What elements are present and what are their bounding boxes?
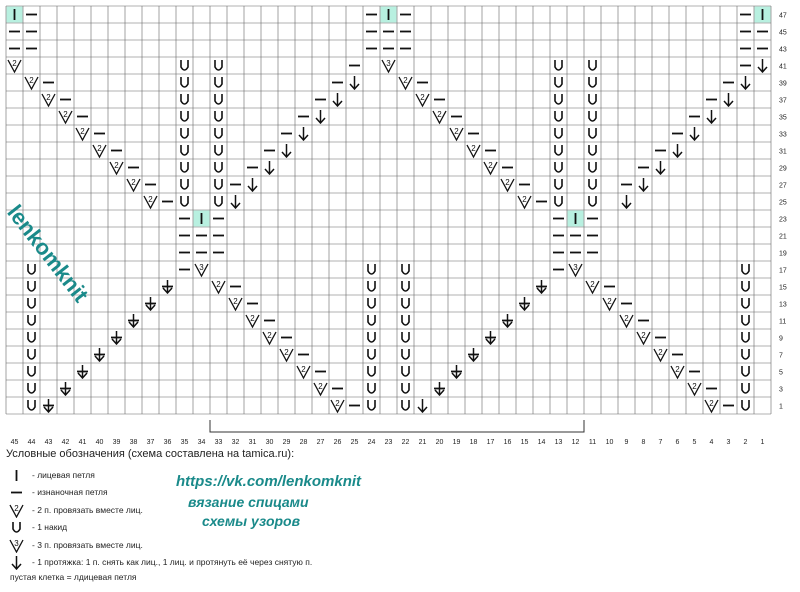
stitch-knit-cell [568, 211, 584, 227]
stitch-k2tog-cell [8, 59, 21, 72]
stitch-ssk-cell [639, 178, 648, 191]
stitch-k2tog-cell [399, 76, 412, 89]
stitch-yo-cell [28, 315, 35, 325]
col-label: 9 [624, 439, 629, 445]
stitch-yo-cell [589, 94, 596, 104]
svg-text:2: 2 [641, 331, 646, 340]
stitch-yo-cell [742, 315, 749, 325]
stitch-yo-cell [28, 383, 35, 393]
brand-tagline-2: схемы узоров [202, 513, 301, 529]
stitch-k2tog-cell [433, 110, 446, 123]
svg-text:2: 2 [97, 144, 102, 153]
stitch-yo-cell [215, 111, 222, 121]
brand-link[interactable]: https://vk.com/lenkomknit [176, 473, 362, 490]
col-label: 5 [692, 439, 697, 445]
row-label: 23 [779, 216, 787, 224]
row-label: 21 [779, 233, 787, 241]
stitch-yo-cell [215, 179, 222, 189]
stitch-k2tog-cell [518, 195, 531, 208]
svg-text:2: 2 [46, 93, 51, 102]
stitch-k2tog-cell [671, 365, 684, 378]
stitch-yo-cell [402, 366, 409, 376]
col-label: 15 [520, 439, 529, 445]
col-label: 37 [146, 439, 155, 445]
legend-item [6, 536, 143, 553]
svg-text:2: 2 [658, 348, 663, 357]
stitch-k2tog-cell [25, 76, 38, 89]
row-label: 9 [779, 335, 783, 343]
stitch-k2tog-cell [110, 161, 123, 174]
col-label: 12 [571, 439, 580, 445]
stitch-k2tog-cell [93, 144, 106, 157]
svg-text:2: 2 [709, 399, 714, 408]
col-label: 27 [316, 439, 325, 445]
stitch-yo-cell [742, 281, 749, 291]
stitch-k2tog-cell [484, 161, 497, 174]
col-label: 24 [367, 439, 376, 445]
legend-item [6, 484, 108, 501]
col-label: 39 [112, 439, 121, 445]
row-label: 39 [779, 80, 787, 88]
knit-icon [6, 467, 28, 483]
stitch-k2tog-cell [586, 280, 599, 293]
legend-empty-note: пустая клетка = лдицевая петля [10, 572, 137, 582]
row-label: 41 [779, 63, 787, 71]
stitch-yo-cell [589, 111, 596, 121]
row-label: 47 [779, 12, 787, 20]
stitch-yo-cell [589, 196, 596, 206]
row-label: 19 [779, 250, 787, 258]
stitch-ssk-cell [673, 144, 682, 157]
col-label: 33 [214, 439, 223, 445]
stitch-yo-cell [589, 77, 596, 87]
col-label: 2 [743, 439, 748, 445]
legend-item [6, 519, 67, 536]
stitch-yo-cell [181, 111, 188, 121]
svg-text:3: 3 [386, 59, 391, 68]
svg-text:2: 2 [63, 110, 68, 119]
col-label: 29 [282, 439, 291, 445]
svg-text:2: 2 [14, 503, 19, 513]
stitch-ssk-cell [282, 144, 291, 157]
col-label: 38 [129, 439, 138, 445]
col-label: 42 [61, 439, 70, 445]
col-label: 44 [27, 439, 36, 445]
col-label: 7 [658, 439, 663, 445]
svg-text:2: 2 [692, 382, 697, 391]
col-label: 4 [709, 439, 714, 445]
brand-tagline-1: вязание спицами [188, 494, 309, 510]
row-label: 25 [779, 199, 787, 207]
stitch-yo-cell [181, 60, 188, 70]
stitch-knit-cell [194, 211, 210, 227]
stitch-yo-cell [368, 264, 375, 274]
stitch-yo-cell [215, 145, 222, 155]
stitch-yo-cell [402, 315, 409, 325]
legend-item [6, 554, 312, 571]
stitch-k2tog-cell [416, 93, 429, 106]
svg-text:2: 2 [403, 76, 408, 85]
stitch-yo-cell [742, 349, 749, 359]
stitch-yo-cell [215, 77, 222, 87]
stitch-yo-cell [368, 298, 375, 308]
stitch-yo-cell [589, 162, 596, 172]
stitch-yo-cell [742, 400, 749, 410]
stitch-yo-cell [181, 196, 188, 206]
stitch-k2tog-cell [263, 331, 276, 344]
stitch-k2tog-cell [144, 195, 157, 208]
stitch-yo-cell [555, 162, 562, 172]
svg-text:3: 3 [199, 263, 204, 272]
stitch-k2tog-cell [246, 314, 259, 327]
stitch-k2tog-cell [76, 127, 89, 140]
stitch-yo-cell [181, 162, 188, 172]
watermark-text: lenkomknit [2, 200, 94, 307]
stitch-ssk-cell [418, 399, 427, 412]
stitch-knit-cell [381, 7, 397, 23]
stitch-k2tog-cell [705, 399, 718, 412]
svg-text:2: 2 [301, 365, 306, 374]
svg-text:3: 3 [573, 263, 578, 272]
svg-text:2: 2 [250, 314, 255, 323]
stitch-k2tog-cell [297, 365, 310, 378]
stitch-k2tog-cell [212, 280, 225, 293]
legend-text: - 1 протяжка: 1 п. снять как лиц., 1 лиц. и протянуть её через снятую п. [32, 557, 313, 567]
svg-text:2: 2 [454, 127, 459, 136]
svg-text:2: 2 [216, 280, 221, 289]
stitch-yo-cell [555, 111, 562, 121]
legend-text: - 1 накид [32, 522, 68, 532]
stitch-k2tog-cell [280, 348, 293, 361]
svg-text:2: 2 [233, 297, 238, 306]
stitch-ssk-cell [333, 93, 342, 106]
stitch-k2tog-cell [42, 93, 55, 106]
svg-text:2: 2 [505, 178, 510, 187]
stitch-yo-cell [28, 298, 35, 308]
svg-text:2: 2 [284, 348, 289, 357]
stitch-ssk-cell [316, 110, 325, 123]
col-label: 31 [248, 439, 257, 445]
stitch-ssk-cell [350, 76, 359, 89]
stitch-k2tog-cell [314, 382, 327, 395]
stitch-yo-cell [555, 128, 562, 138]
stitch-k2tog-cell [501, 178, 514, 191]
col-label: 13 [554, 439, 563, 445]
svg-text:2: 2 [607, 297, 612, 306]
row-label: 13 [779, 301, 787, 309]
stitch-k2tog-cell [637, 331, 650, 344]
repeat-bracket [210, 420, 584, 432]
stitch-yo-cell [215, 60, 222, 70]
col-label: 32 [231, 439, 240, 445]
legend-text: - изнаночная петля [32, 487, 108, 497]
stitch-yo-cell [742, 264, 749, 274]
legend-title: Условные обозначения (схема составлена на tamica.ru): [6, 448, 295, 460]
stitch-ssk-cell [231, 195, 240, 208]
col-label: 45 [10, 439, 19, 445]
k2tog-icon [6, 502, 28, 518]
svg-text:2: 2 [80, 127, 85, 136]
stitch-yo-cell [368, 315, 375, 325]
svg-text:2: 2 [318, 382, 323, 391]
col-label: 36 [163, 439, 172, 445]
stitch-ssk-cell [299, 127, 308, 140]
svg-text:2: 2 [114, 161, 119, 170]
stitch-k2tog-cell [229, 297, 242, 310]
stitch-k2tog-cell [620, 314, 633, 327]
stitch-yo-cell [368, 332, 375, 342]
stitch-ssk-cell [707, 110, 716, 123]
stitch-yo-cell [368, 400, 375, 410]
stitch-yo-cell [215, 162, 222, 172]
svg-text:2: 2 [148, 195, 153, 204]
stitch-yo-cell [28, 264, 35, 274]
stitch-yo-cell [368, 281, 375, 291]
row-label: 1 [779, 403, 783, 411]
col-label: 23 [384, 439, 393, 445]
row-label: 27 [779, 182, 787, 190]
row-label: 11 [779, 318, 787, 326]
col-label: 1 [760, 439, 765, 445]
col-label: 25 [350, 439, 359, 445]
legend-item [6, 466, 95, 483]
col-label: 26 [333, 439, 342, 445]
row-label: 29 [779, 165, 787, 173]
stitch-yo-cell [555, 60, 562, 70]
stitch-knit-cell [755, 7, 771, 23]
svg-text:2: 2 [624, 314, 629, 323]
stitch-yo-cell [402, 400, 409, 410]
stitch-yo-cell [368, 349, 375, 359]
stitch-k3tog-cell [195, 263, 208, 276]
stitch-yo-cell [215, 196, 222, 206]
col-label: 3 [726, 439, 731, 445]
col-label: 17 [486, 439, 495, 445]
col-label: 18 [469, 439, 478, 445]
col-label: 14 [537, 439, 546, 445]
stitch-yo-cell [589, 179, 596, 189]
stitch-yo-cell [28, 281, 35, 291]
svg-text:2: 2 [675, 365, 680, 374]
stitch-k2tog-cell [603, 297, 616, 310]
stitch-ssk-cell [690, 127, 699, 140]
svg-text:2: 2 [335, 399, 340, 408]
stitch-yo-cell [28, 366, 35, 376]
stitch-yo-cell [181, 145, 188, 155]
stitch-yo-cell [368, 366, 375, 376]
purl-icon [6, 484, 28, 500]
col-label: 22 [401, 439, 410, 445]
stitch-yo-cell [402, 332, 409, 342]
stitch-k3tog-cell [569, 263, 582, 276]
stitch-yo-cell [742, 383, 749, 393]
col-label: 6 [675, 439, 680, 445]
stitch-yo-cell [181, 128, 188, 138]
stitch-knit-cell [7, 7, 23, 23]
stitch-yo-cell [742, 298, 749, 308]
stitch-yo-cell [555, 179, 562, 189]
legend-text: - 3 п. провязать вместе лиц. [32, 539, 143, 550]
chart-symbols [7, 7, 771, 413]
stitch-yo-cell [181, 94, 188, 104]
col-label: 20 [435, 439, 444, 445]
row-label: 5 [779, 369, 783, 377]
stitch-yo-cell [181, 179, 188, 189]
legend-text: - лицевая петля [32, 469, 95, 480]
stitch-yo-cell [555, 196, 562, 206]
row-label: 45 [779, 29, 787, 37]
stitch-ssk-cell [248, 178, 257, 191]
svg-text:2: 2 [488, 161, 493, 170]
col-label: 43 [44, 439, 53, 445]
k3tog-icon [6, 537, 28, 553]
col-label: 30 [265, 439, 274, 445]
svg-text:2: 2 [420, 93, 425, 102]
row-label: 15 [779, 284, 787, 292]
stitch-ssk-cell [758, 59, 767, 72]
stitch-k2tog-cell [450, 127, 463, 140]
stitch-k2tog-cell [654, 348, 667, 361]
svg-text:2: 2 [267, 331, 272, 340]
stitch-k2tog-cell [331, 399, 344, 412]
stitch-yo-cell [28, 349, 35, 359]
row-label: 17 [779, 267, 787, 275]
stitch-yo-cell [28, 400, 35, 410]
stitch-yo-cell [402, 298, 409, 308]
col-label: 21 [418, 439, 427, 445]
stitch-ssk-cell [265, 161, 274, 174]
stitch-ssk-cell [656, 161, 665, 174]
svg-text:3: 3 [14, 538, 19, 548]
stitch-ssk-cell [622, 195, 631, 208]
legend-text: - 2 п. провязать вместе лиц. [32, 504, 143, 515]
row-label: 43 [779, 46, 787, 54]
stitch-yo-cell [368, 383, 375, 393]
stitch-yo-cell [742, 332, 749, 342]
col-label: 35 [180, 439, 189, 445]
row-label: 3 [779, 386, 783, 394]
stitch-yo-cell [555, 77, 562, 87]
row-label: 7 [779, 352, 783, 360]
stitch-yo-cell [589, 145, 596, 155]
stitch-yo-cell [555, 94, 562, 104]
stitch-yo-cell [742, 366, 749, 376]
stitch-yo-cell [402, 281, 409, 291]
row-label: 37 [779, 97, 787, 105]
stitch-yo-cell [589, 60, 596, 70]
stitch-yo-cell [402, 349, 409, 359]
stitch-yo-cell [402, 383, 409, 393]
stitch-ssk-cell [741, 76, 750, 89]
svg-text:2: 2 [522, 195, 527, 204]
svg-text:2: 2 [437, 110, 442, 119]
col-label: 41 [78, 439, 87, 445]
stitch-k2tog-cell [127, 178, 140, 191]
col-label: 19 [452, 439, 461, 445]
row-label: 33 [779, 131, 787, 139]
svg-text:2: 2 [29, 76, 34, 85]
stitch-k2tog-cell [467, 144, 480, 157]
row-label: 35 [779, 114, 787, 122]
stitch-yo-cell [181, 77, 188, 87]
col-label: 10 [605, 439, 614, 445]
stitch-k2tog-cell [688, 382, 701, 395]
svg-text:2: 2 [471, 144, 476, 153]
stitch-yo-cell [28, 332, 35, 342]
stitch-k2tog-cell [59, 110, 72, 123]
stitch-yo-cell [589, 128, 596, 138]
stitch-yo-cell [215, 94, 222, 104]
col-label: 40 [95, 439, 104, 445]
stitch-yo-cell [402, 264, 409, 274]
col-label: 8 [641, 439, 646, 445]
col-label: 28 [299, 439, 308, 445]
col-label: 16 [503, 439, 512, 445]
svg-text:2: 2 [590, 280, 595, 289]
yo-icon [6, 519, 28, 535]
row-label: 31 [779, 148, 787, 156]
svg-text:2: 2 [12, 59, 17, 68]
stitch-ssk-cell [724, 93, 733, 106]
legend-item [6, 501, 143, 518]
svg-text:2: 2 [131, 178, 136, 187]
col-label: 34 [197, 439, 206, 445]
ssk-icon [6, 554, 28, 570]
stitch-yo-cell [215, 128, 222, 138]
stitch-k3tog-cell [382, 59, 395, 72]
stitch-yo-cell [555, 145, 562, 155]
col-label: 11 [588, 439, 597, 445]
